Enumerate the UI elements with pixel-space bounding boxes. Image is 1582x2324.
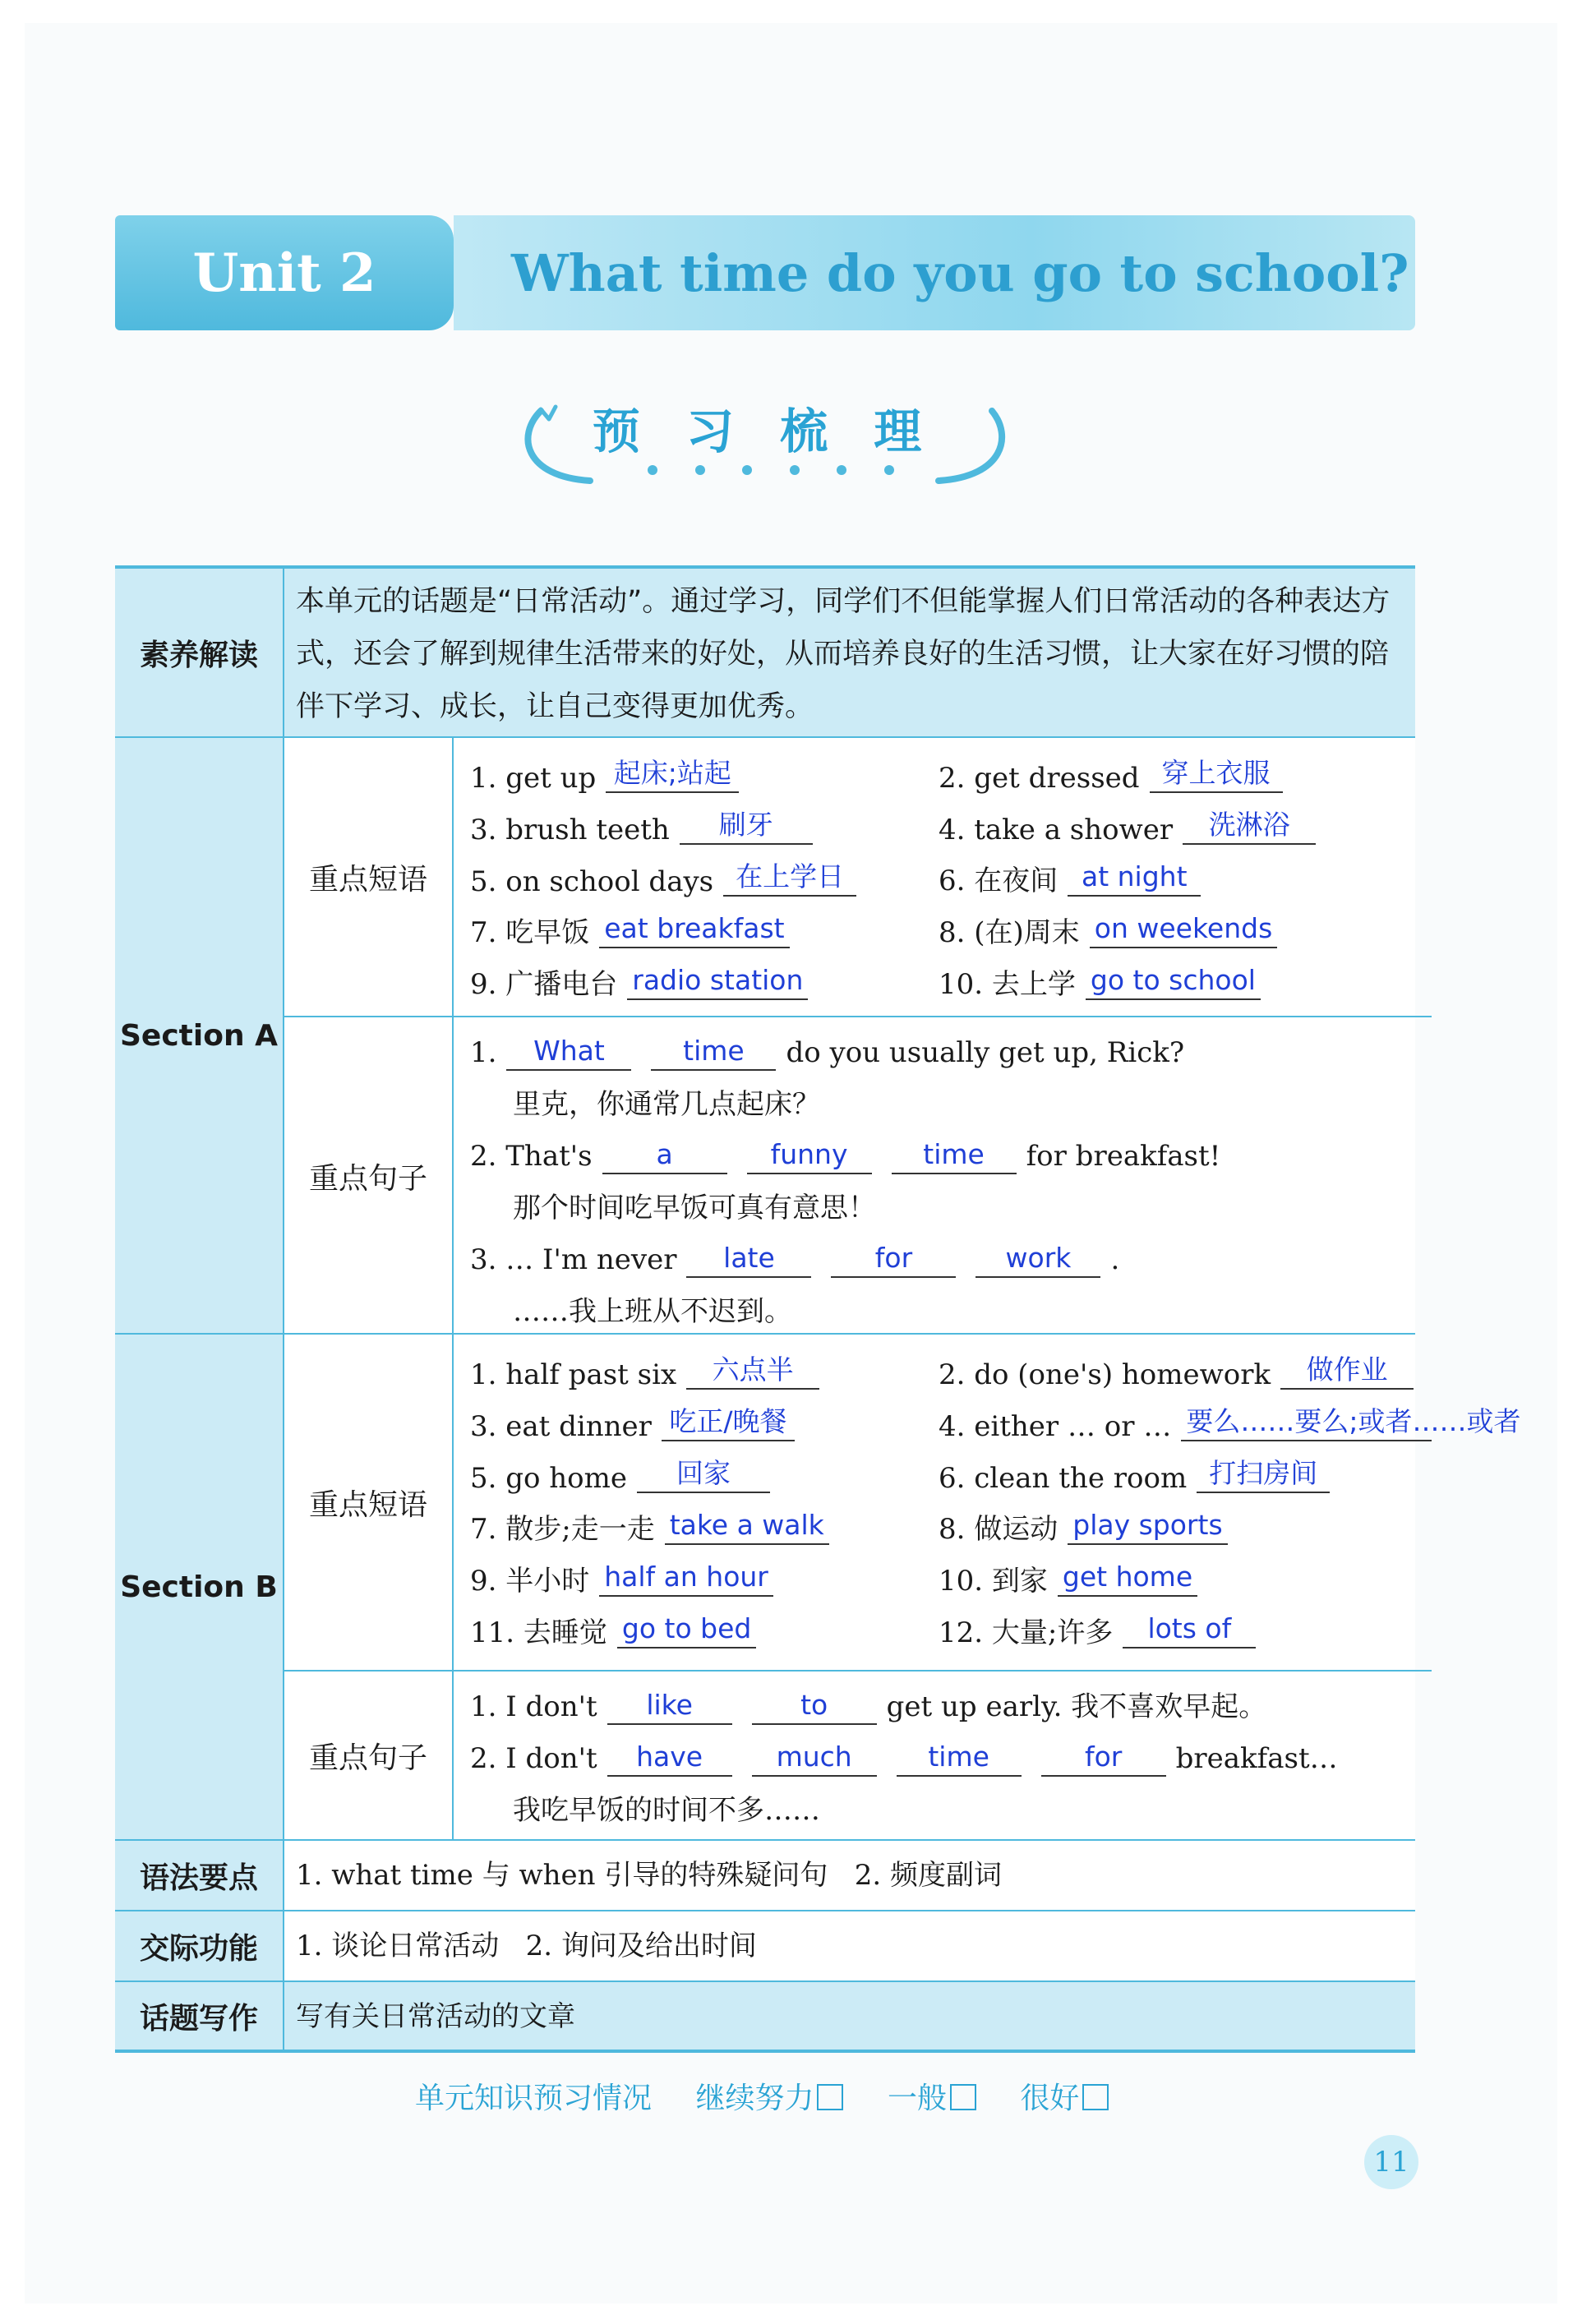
phrase-prompt: 4. take a shower xyxy=(939,814,1174,846)
phrase-answer[interactable]: 吃正/晚餐 xyxy=(662,1404,795,1441)
sentence-prefix: 3. … I'm never xyxy=(470,1243,677,1276)
sentence-blank[interactable]: time xyxy=(651,1033,776,1071)
section-a-label: Section A xyxy=(115,738,284,1333)
phrase-answer[interactable]: 要么……要么;或者……或者 xyxy=(1181,1404,1432,1441)
phrase-item xyxy=(470,851,939,903)
swoosh-right-icon xyxy=(922,403,1012,493)
phrase-prompt: 8. 做运动 xyxy=(939,1513,1059,1546)
phrase-item xyxy=(470,748,939,800)
section-a-row xyxy=(115,736,1415,1333)
section-a-phrases-label: 重点短语 xyxy=(284,738,454,1016)
sentence-prefix: 1. I don't xyxy=(470,1690,597,1723)
phrase-answer[interactable]: on weekends xyxy=(1090,911,1277,948)
grammar-row xyxy=(115,1839,1415,1910)
function-row xyxy=(115,1910,1415,1980)
phrase-item xyxy=(939,1448,1432,1500)
sentence-line xyxy=(470,1131,1432,1183)
phrase-answer[interactable]: 回家 xyxy=(637,1455,770,1493)
phrase-answer[interactable]: 打扫房间 xyxy=(1197,1455,1330,1493)
sentence-suffix: . xyxy=(1110,1243,1120,1276)
literacy-row xyxy=(115,565,1415,736)
literacy-label: 素养解读 xyxy=(115,569,284,736)
heading-dots xyxy=(648,465,894,482)
phrase-prompt: 10. 到家 xyxy=(939,1565,1048,1598)
preview-table xyxy=(115,565,1521,2053)
phrase-answer[interactable]: 刷牙 xyxy=(680,807,813,845)
sentence-blank[interactable]: have xyxy=(607,1739,732,1777)
unit-title-bar xyxy=(454,215,1415,330)
sentence-line xyxy=(470,1234,1432,1286)
function-label: 交际功能 xyxy=(115,1911,284,1980)
phrase-item xyxy=(939,1344,1432,1396)
phrase-prompt: 9. 广播电台 xyxy=(470,968,618,1001)
section-b-phrases-label: 重点短语 xyxy=(284,1335,454,1670)
phrase-prompt: 3. brush teeth xyxy=(470,814,670,846)
phrase-item xyxy=(470,1344,939,1396)
phrase-item xyxy=(939,1552,1432,1603)
self-check-prompt: 单元知识预习情况 xyxy=(415,2082,653,2115)
unit-label: Unit 2 xyxy=(192,242,376,304)
phrase-item xyxy=(939,1500,1432,1552)
phrase-prompt: 2. do (one's) homework xyxy=(939,1358,1271,1391)
writing-row xyxy=(115,1980,1415,2053)
phrase-item xyxy=(939,851,1432,903)
sentence-blank[interactable]: What xyxy=(506,1033,631,1071)
phrase-answer[interactable]: lots of xyxy=(1123,1611,1256,1648)
sentence-translation: 我吃早饭的时间不多…… xyxy=(513,1794,820,1827)
writing-text: 写有关日常活动的文章 xyxy=(296,2000,575,2033)
section-b-sentences-label: 重点句子 xyxy=(284,1672,454,1839)
phrase-answer[interactable]: 在上学日 xyxy=(723,859,856,897)
sentence-blank[interactable]: time xyxy=(892,1137,1017,1174)
section-b-phrases xyxy=(284,1335,1521,1672)
sentence-blank[interactable]: a xyxy=(602,1137,727,1174)
phrase-item xyxy=(470,1448,939,1500)
phrase-prompt: 3. eat dinner xyxy=(470,1410,652,1443)
phrase-item xyxy=(939,955,1432,1007)
sentence-blank[interactable]: for xyxy=(831,1240,956,1278)
phrase-prompt: 7. 散步;走一走 xyxy=(470,1513,655,1546)
phrase-answer[interactable]: 穿上衣服 xyxy=(1150,755,1283,793)
unit-badge xyxy=(115,215,454,330)
sentence-blank[interactable]: time xyxy=(897,1739,1022,1777)
sentence-suffix: get up early. 我不喜欢早起。 xyxy=(886,1690,1267,1723)
phrase-answer[interactable]: 六点半 xyxy=(686,1352,819,1390)
phrase-prompt: 12. 大量;许多 xyxy=(939,1616,1114,1649)
phrase-prompt: 5. go home xyxy=(470,1462,628,1495)
phrase-answer[interactable]: 做作业 xyxy=(1280,1352,1414,1390)
sentence-translation: ……我上班从不迟到。 xyxy=(513,1295,792,1328)
phrase-answer[interactable]: at night xyxy=(1068,859,1201,897)
phrase-answer[interactable]: 起床;站起 xyxy=(606,755,739,793)
phrase-answer[interactable]: go to school xyxy=(1086,962,1261,1000)
sentence-blank[interactable]: late xyxy=(686,1240,811,1278)
sentence-suffix: for breakfast! xyxy=(1026,1140,1221,1173)
phrase-prompt: 8. (在)周末 xyxy=(939,916,1080,949)
option-good[interactable]: 很好 xyxy=(1020,2082,1109,2115)
phrase-item xyxy=(939,1603,1432,1655)
function-text: 1. 谈论日常活动 2. 询问及给出时间 xyxy=(296,1930,757,1962)
self-check xyxy=(415,2075,1143,2117)
sentence-line xyxy=(470,1681,1432,1733)
phrase-answer[interactable]: get home xyxy=(1058,1559,1197,1597)
section-b-label: Section B xyxy=(115,1335,284,1839)
phrase-answer[interactable]: play sports xyxy=(1068,1507,1227,1545)
phrase-item xyxy=(470,1552,939,1603)
phrase-item xyxy=(939,748,1432,800)
sentence-blank[interactable]: much xyxy=(752,1739,877,1777)
phrase-item xyxy=(470,955,939,1007)
phrase-prompt: 1. half past six xyxy=(470,1358,677,1391)
phrase-prompt: 1. get up xyxy=(470,762,597,795)
phrase-prompt: 5. on school days xyxy=(470,865,714,898)
phrase-item xyxy=(470,1603,939,1655)
page-number: 11 xyxy=(1364,2135,1418,2189)
phrase-prompt: 6. 在夜间 xyxy=(939,865,1059,897)
sentence-prefix: 1. xyxy=(470,1036,497,1069)
phrase-answer[interactable]: go to bed xyxy=(617,1611,756,1648)
sentence-blank[interactable]: to xyxy=(752,1687,877,1725)
phrase-prompt: 11. 去睡觉 xyxy=(470,1616,607,1649)
phrase-prompt: 9. 半小时 xyxy=(470,1565,590,1598)
writing-label: 话题写作 xyxy=(115,1982,284,2050)
phrase-item xyxy=(939,800,1432,851)
sentence-suffix: do you usually get up, Rick? xyxy=(786,1036,1185,1069)
sentence-blank[interactable]: work xyxy=(975,1240,1100,1278)
phrase-prompt: 6. clean the room xyxy=(939,1462,1188,1495)
phrase-item xyxy=(939,1396,1521,1448)
sentence-blank[interactable]: like xyxy=(607,1687,732,1725)
checkbox-icon[interactable] xyxy=(950,2084,976,2110)
phrase-item xyxy=(470,1396,939,1448)
sentence-translation: 里克，你通常几点起床？ xyxy=(513,1088,820,1121)
preview-heading xyxy=(526,386,1003,501)
checkbox-icon[interactable] xyxy=(817,2084,843,2110)
sentence-suffix: breakfast… xyxy=(1175,1742,1338,1775)
phrase-prompt: 4. either … or … xyxy=(939,1410,1172,1443)
phrase-item xyxy=(939,903,1432,955)
checkbox-icon[interactable] xyxy=(1082,2084,1109,2110)
sentence-translation: 那个时间吃早饭可真有意思！ xyxy=(513,1192,876,1224)
grammar-text: 1. what time 与 when 引导的特殊疑问句 2. 频度副词 xyxy=(296,1859,1002,1892)
phrase-prompt: 10. 去上学 xyxy=(939,968,1076,1001)
phrase-answer[interactable]: eat breakfast xyxy=(599,911,789,948)
unit-title: What time do you go to school? xyxy=(511,242,1409,303)
phrase-item xyxy=(470,1500,939,1552)
phrase-item xyxy=(470,800,939,851)
section-b-sentences xyxy=(284,1672,1432,1839)
sentence-blank[interactable]: funny xyxy=(747,1137,872,1174)
option-keep-trying[interactable]: 继续努力 xyxy=(695,2082,843,2115)
section-b-row xyxy=(115,1333,1521,1839)
phrase-answer[interactable]: half an hour xyxy=(599,1559,773,1597)
sentence-blank[interactable]: for xyxy=(1041,1739,1166,1777)
phrase-answer[interactable]: take a walk xyxy=(665,1507,829,1545)
literacy-text: 本单元的话题是“日常活动”。通过学习，同学们不但能掌握人们日常活动的各种表达方式，还会了解到规律生活带来的好处，从而培养良好的生活习惯，让大家在好习惯的陪伴下学习、成长，让自己变得更加优秀。 xyxy=(296,585,1391,723)
phrase-prompt: 2. get dressed xyxy=(939,762,1140,795)
section-a-sentences-label: 重点句子 xyxy=(284,1017,454,1335)
phrase-answer[interactable]: 洗淋浴 xyxy=(1183,807,1316,845)
sentence-line xyxy=(470,1733,1432,1785)
sentence-prefix: 2. I don't xyxy=(470,1742,597,1775)
section-a-sentences xyxy=(284,1017,1432,1335)
section-a-phrases xyxy=(284,738,1432,1017)
option-average[interactable]: 一般 xyxy=(888,2082,976,2115)
sentence-prefix: 2. That's xyxy=(470,1140,593,1173)
phrase-answer[interactable]: radio station xyxy=(627,962,808,1000)
phrase-prompt: 7. 吃早饭 xyxy=(470,916,590,949)
preview-title: 预 习 梳 理 xyxy=(592,403,937,459)
phrase-item xyxy=(470,903,939,955)
sentence-line xyxy=(470,1027,1432,1079)
grammar-label: 语法要点 xyxy=(115,1841,284,1910)
